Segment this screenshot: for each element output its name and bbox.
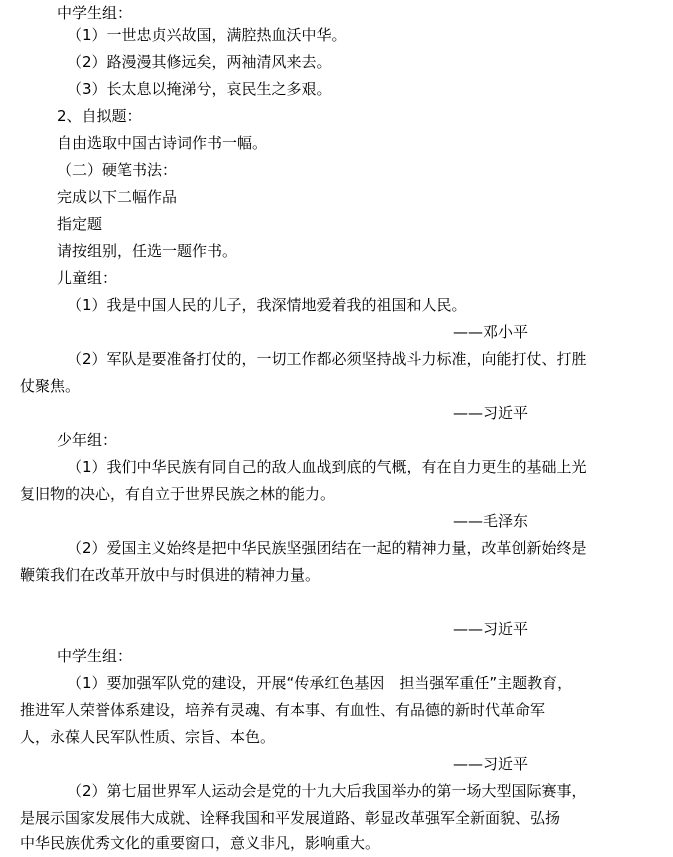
poem-line-3: （3）长太息以掩涕兮，哀民生之多艰。 bbox=[67, 80, 332, 98]
section-heading-youth: 少年组： bbox=[57, 431, 118, 449]
quote-line-continuation: 推进军人荣誉体系建设，培养有灵魂、有本事、有血性、有品德的新时代革命军 bbox=[20, 701, 546, 719]
paragraph-text: 请按组别，任选一题作书。 bbox=[57, 242, 238, 260]
poem-line-2: （2）路漫漫其修远矣，两袖清风来去。 bbox=[67, 53, 332, 71]
poem-line-1: （1）一世忠贞兴故国，满腔热血沃中华。 bbox=[67, 26, 347, 44]
quote-line: （2）军队是要准备打仗的，一切工作都必须坚持战斗力标准，向能打仗、打胜 bbox=[67, 350, 587, 368]
quote-line-continuation: 中华民族优秀文化的重要窗口，意义非凡，影响重大。 bbox=[20, 834, 381, 852]
quote-line: （1）我是中国人民的儿子，我深情地爱着我的祖国和人民。 bbox=[67, 296, 467, 314]
quote-line: （2）爱国主义始终是把中华民族坚强团结在一起的精神力量，改革创新始终是 bbox=[67, 539, 587, 557]
quote-attribution: ——邓小平 bbox=[453, 323, 529, 341]
paragraph-text: 指定题 bbox=[57, 215, 103, 233]
quote-attribution: ——习近平 bbox=[453, 620, 529, 638]
section-heading-hard-pen: （二）硬笔书法： bbox=[57, 161, 178, 179]
quote-attribution: ——习近平 bbox=[453, 404, 529, 422]
paragraph-text: 完成以下二幅作品 bbox=[57, 188, 178, 206]
quote-line: （2）第七届世界军人运动会是党的十九大后我国举办的第一场大型国际赛事， bbox=[67, 782, 587, 800]
section-heading-middle-school: 中学生组： bbox=[57, 647, 133, 665]
quote-line: （1）要加强军队党的建设，开展“传承红色基因 担当强军重任”主题教育， bbox=[67, 674, 573, 692]
paragraph-text: 自由选取中国古诗词作书一幅。 bbox=[57, 134, 268, 152]
quote-line-continuation: 人，永葆人民军队性质、宗旨、本色。 bbox=[20, 728, 276, 746]
quote-line-continuation: 鞭策我们在改革开放中与时俱进的精神力量。 bbox=[20, 566, 321, 584]
section-heading-middle-school: 中学生组： bbox=[57, 4, 133, 22]
section-heading-children: 儿童组： bbox=[57, 269, 118, 287]
quote-attribution: ——习近平 bbox=[453, 755, 529, 773]
quote-attribution: ——毛泽东 bbox=[453, 512, 529, 530]
quote-line-continuation: 仗聚焦。 bbox=[20, 377, 81, 395]
quote-line: （1）我们中华民族有同自己的敌人血战到底的气概，有在自力更生的基础上光 bbox=[67, 458, 587, 476]
quote-line-continuation: 是展示国家发展伟大成就、诠释我国和平发展道路、彰显改革强军全新面貌、弘扬 bbox=[20, 809, 561, 827]
section-heading-free-topic: 2、自拟题： bbox=[57, 107, 142, 125]
quote-line-continuation: 复旧物的决心，有自立于世界民族之林的能力。 bbox=[20, 485, 336, 503]
